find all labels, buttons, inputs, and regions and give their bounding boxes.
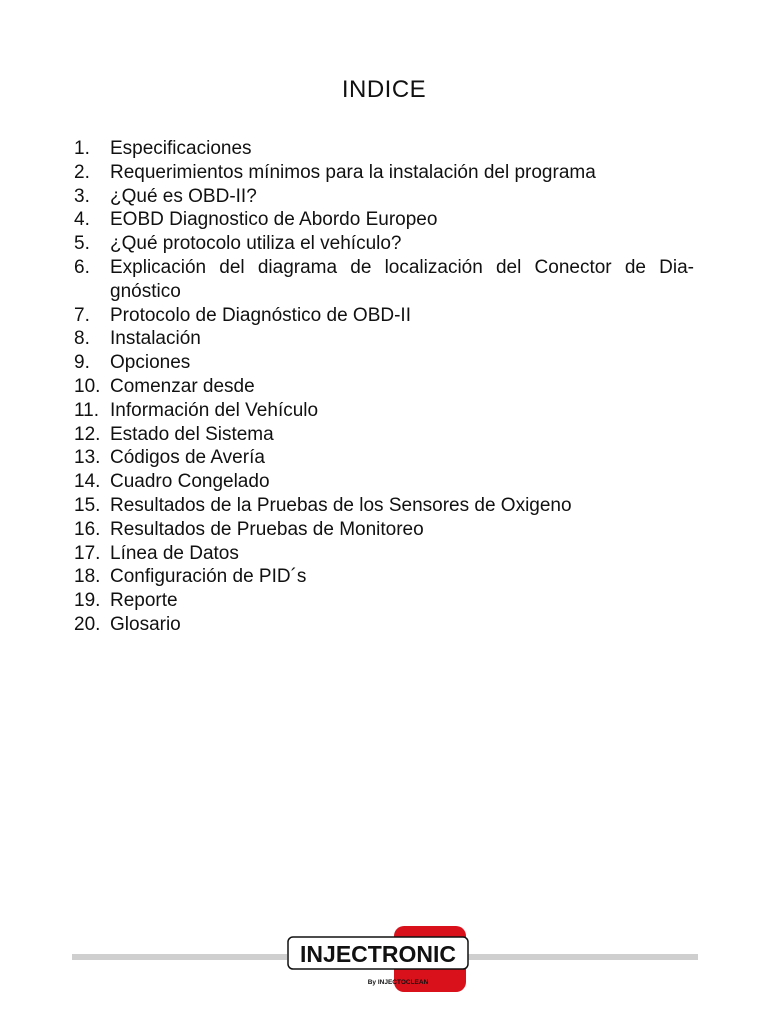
toc-item xyxy=(74,161,694,185)
toc-item-text: Información del Vehículo xyxy=(110,399,319,421)
toc-item xyxy=(74,470,694,494)
toc-item-text: Códigos de Avería xyxy=(110,447,265,469)
toc-item-number: 7. xyxy=(74,304,90,326)
toc-item-text: Opciones xyxy=(110,352,191,374)
toc-item-text: Reporte xyxy=(110,590,178,612)
toc-item xyxy=(74,208,694,232)
toc-item-text: Resultados de Pruebas de Monitoreo xyxy=(110,518,424,540)
toc-item xyxy=(74,399,694,423)
toc-item xyxy=(74,256,694,304)
toc-item xyxy=(74,137,694,161)
toc-item-number: 3. xyxy=(74,185,90,207)
toc-item-number: 12. xyxy=(74,423,101,445)
toc-item xyxy=(74,446,694,470)
toc-item-number: 17. xyxy=(74,542,101,564)
toc-item-text: EOBD Diagnostico de Abordo Europeo xyxy=(110,209,438,231)
toc-item xyxy=(74,327,694,351)
toc-item xyxy=(74,518,694,542)
toc-item-number: 19. xyxy=(74,590,101,612)
toc-item-text: Comenzar desde xyxy=(110,375,255,397)
toc-item xyxy=(74,589,694,613)
toc-item-number: 18. xyxy=(74,566,101,588)
toc-item-number: 11. xyxy=(74,399,100,421)
injectronic-logo xyxy=(282,924,472,994)
toc-item xyxy=(74,542,694,566)
toc-item xyxy=(74,232,694,256)
table-of-contents xyxy=(74,137,694,637)
footer-rule-right xyxy=(468,954,698,960)
toc-item-text: Resultados de la Pruebas de los Sensores de Oxigeno xyxy=(110,494,572,516)
toc-item-text: Requerimientos mínimos para la instalación del programa xyxy=(110,161,596,183)
toc-item-text: Configuración de PID´s xyxy=(110,566,307,588)
toc-item-text: Explicación del diagrama de localización del Conector de Dia-gnóstico xyxy=(110,256,694,302)
toc-item xyxy=(74,185,694,209)
toc-item-text: Estado del Sistema xyxy=(110,423,274,445)
toc-item xyxy=(74,494,694,518)
toc-item-text: Línea de Datos xyxy=(110,542,239,564)
toc-item-number: 14. xyxy=(74,471,101,493)
toc-item-text: Instalación xyxy=(110,328,201,350)
toc-item-number: 8. xyxy=(74,328,90,350)
injectronic-logo-graphic xyxy=(282,924,472,994)
toc-item-number: 9. xyxy=(74,352,90,374)
toc-item-text: Protocolo de Diagnóstico de OBD-II xyxy=(110,304,411,326)
toc-item xyxy=(74,613,694,637)
toc-item-number: 16. xyxy=(74,518,101,540)
toc-item-text: Glosario xyxy=(110,613,181,635)
toc-item-number: 1. xyxy=(74,138,90,159)
toc-item-number: 6. xyxy=(74,256,90,278)
toc-item-text: ¿Qué es OBD-II? xyxy=(110,185,257,207)
toc-item xyxy=(74,351,694,375)
toc-item-number: 10. xyxy=(74,375,101,397)
toc-item-number: 2. xyxy=(74,161,90,183)
toc-item-number: 15. xyxy=(74,494,101,516)
logo-tagline: By INJECTOCLEAN xyxy=(367,979,429,986)
toc-item xyxy=(74,375,694,399)
toc-item-number: 5. xyxy=(74,233,90,255)
footer-rule-left xyxy=(72,954,287,960)
toc-item xyxy=(74,304,694,328)
toc-item-text: Especificaciones xyxy=(110,138,252,159)
toc-item-number: 13. xyxy=(74,447,101,469)
toc-item-text: ¿Qué protocolo utiliza el vehículo? xyxy=(110,233,402,255)
page-footer xyxy=(0,920,768,1000)
toc-item xyxy=(74,565,694,589)
page-title: INDICE xyxy=(341,76,427,103)
toc-item-number: 20. xyxy=(74,613,101,635)
toc-item-number: 4. xyxy=(74,209,90,231)
toc-item-text: Cuadro Congelado xyxy=(110,471,270,493)
toc-item xyxy=(74,423,694,447)
logo-wordmark: INJECTRONIC xyxy=(300,941,456,967)
